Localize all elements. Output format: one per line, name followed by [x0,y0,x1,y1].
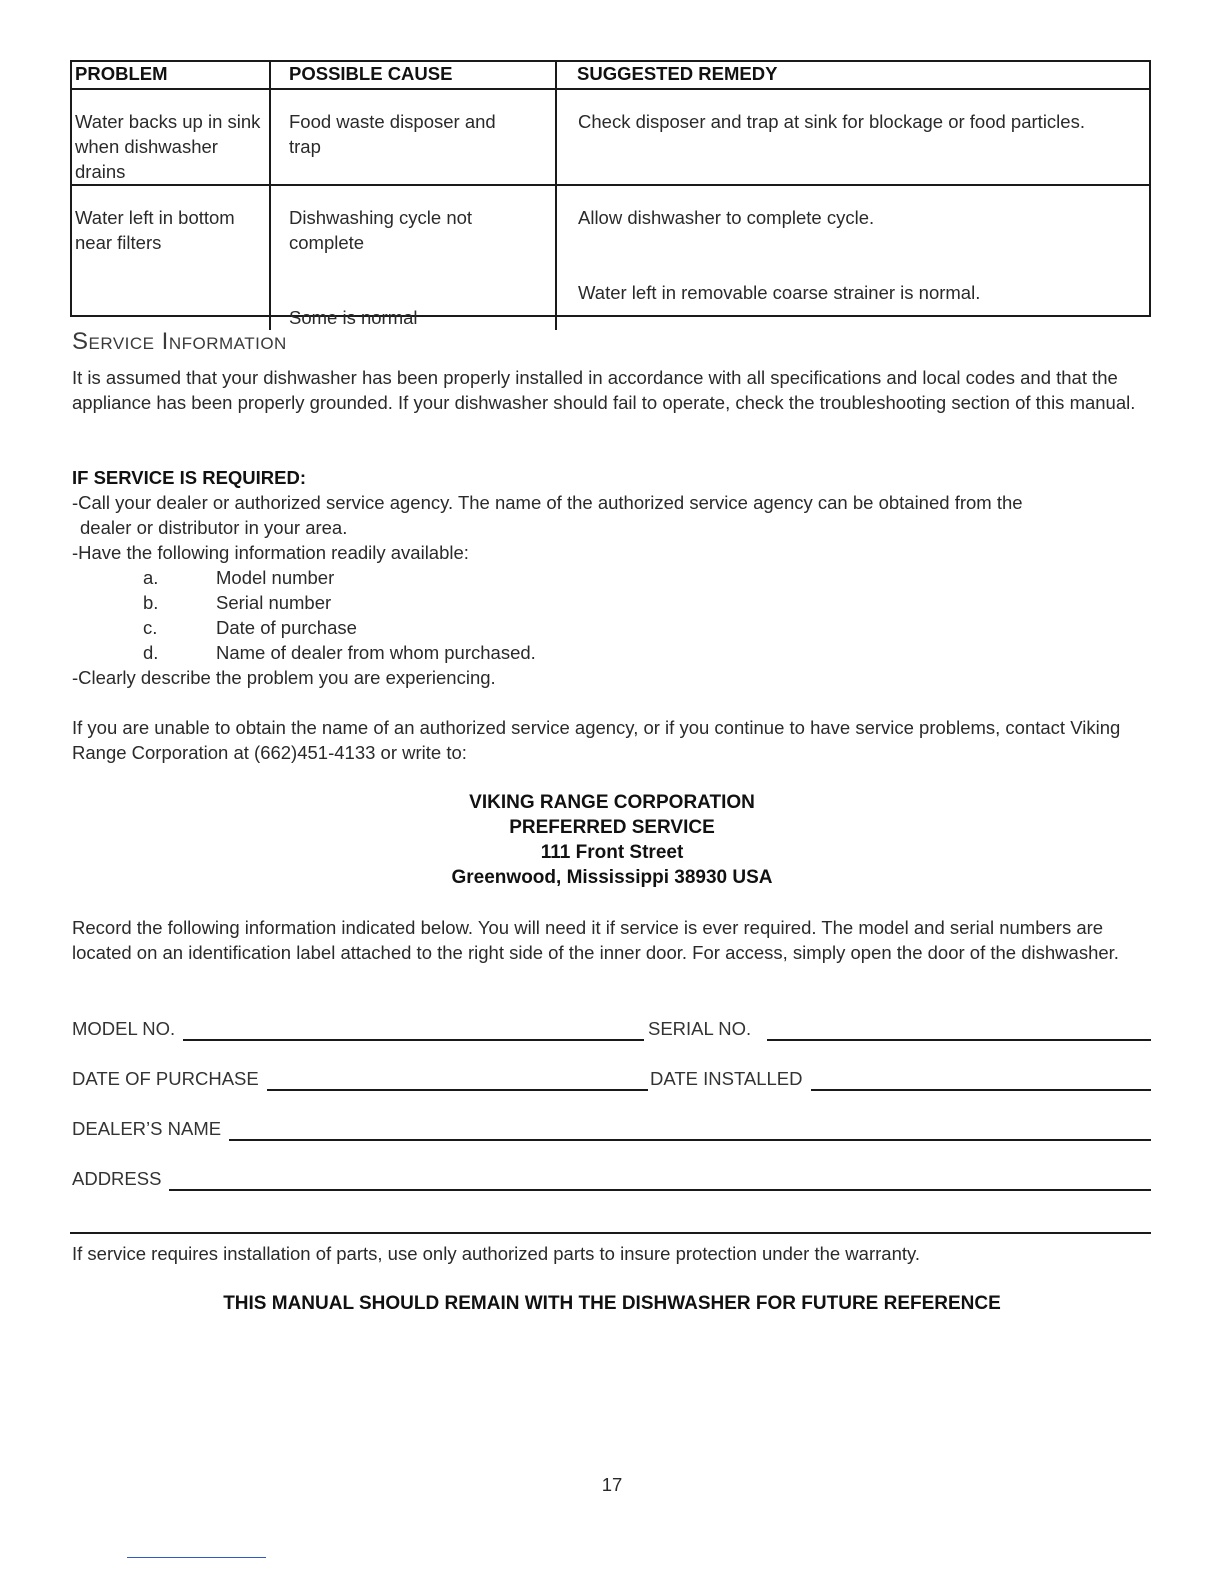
cell-remedy: Check disposer and trap at sink for blockage or food particles. [578,111,1085,132]
address-line-2: PREFERRED SERVICE [509,817,715,838]
section-title: Service Information [72,328,287,355]
address-line-1: VIKING RANGE CORPORATION [469,792,755,813]
cell-cause-2: Some is normal [289,307,418,328]
cell-cause: Food waste disposer and trap [271,90,557,184]
date-of-purchase-field[interactable] [72,1066,648,1091]
cell-remedy-2: Water left in removable coarse strainer is normal. [578,282,981,303]
page-number: 17 [601,1474,623,1495]
serial-no-line[interactable] [767,1023,1151,1041]
info-list [143,565,536,665]
dealer-name-label: DEALER’S NAME [72,1118,222,1139]
table-header [72,62,1149,90]
divider [70,1232,1151,1234]
date-installed-label: DATE INSTALLED [650,1068,803,1089]
list-text: Serial number [216,592,332,613]
call-dealer-text: -Call your dealer or authorized service agency. The name of the authorized service agency can be obtained from the [72,492,1023,513]
list-item [143,565,536,590]
table-row [72,90,1149,186]
footer-bold-note: THIS MANUAL SHOULD REMAIN WITH THE DISHWASHER FOR FUTURE REFERENCE [223,1293,1001,1314]
bottom-divider [127,1557,266,1558]
list-marker: c. [143,617,158,638]
date-of-purchase-line[interactable] [267,1073,648,1091]
model-no-field[interactable] [72,1016,644,1041]
serial-no-label: SERIAL NO. [648,1018,752,1039]
address-label: ADDRESS [72,1168,162,1189]
date-installed-field[interactable] [650,1066,1151,1091]
describe-text: -Clearly describe the problem you are experiencing. [72,667,496,688]
if-service-heading: IF SERVICE IS REQUIRED: [72,467,307,488]
record-paragraph: Record the following information indicated below. You will need it if service is ever required. The model and serial numbers are located on an identification label attached to the right side of the inner door. For access, simply open the door of the dishwasher. [72,917,1119,963]
dealer-name-field[interactable] [72,1116,1151,1141]
cell-cause [271,186,557,330]
cell-problem: Water left in bottom near filters [72,186,271,330]
list-item [143,590,536,615]
table-row [72,186,1149,328]
list-text: Name of dealer from whom purchased. [216,642,536,663]
cell-cause-1: Dishwashing cycle not complete [289,207,473,253]
address-line[interactable] [169,1173,1151,1191]
cell-problem: Water backs up in sink when dishwasher drains [72,90,271,184]
call-dealer-cont-text: dealer or distributor in your area. [80,517,348,538]
have-info-text: -Have the following information readily available: [72,542,469,563]
header-cause: POSSIBLE CAUSE [271,62,557,88]
serial-no-field[interactable] [648,1016,1151,1041]
header-remedy: SUGGESTED REMEDY [577,63,778,84]
cell-remedy [557,186,1149,330]
header-problem: PROBLEM [72,62,271,88]
list-marker: d. [143,642,159,663]
address-field[interactable] [72,1166,1151,1191]
address-line-4: Greenwood, Mississippi 38930 USA [451,867,773,888]
unable-paragraph: If you are unable to obtain the name of an authorized service agency, or if you continue to have service problems, contact Viking Range Corporation at (662)451-4133 or write to: [72,717,1121,763]
cell-remedy-1: Allow dishwasher to complete cycle. [578,207,875,228]
address-line-3: 111 Front Street [540,842,684,863]
intro-paragraph: It is assumed that your dishwasher has been properly installed in accordance with all specifications and local codes and that the appliance has been properly grounded. If your dishwasher should fail to operate, check the troubleshooting section of this manual. [72,367,1136,413]
troubleshooting-table [70,60,1151,328]
list-marker: b. [143,592,159,613]
list-item [143,615,536,640]
list-text: Date of purchase [216,617,357,638]
parts-note: If service requires installation of parts, use only authorized parts to insure protection under the warranty. [72,1243,921,1264]
model-no-line[interactable] [183,1023,644,1041]
list-item [143,640,536,665]
list-text: Model number [216,567,335,588]
date-of-purchase-label: DATE OF PURCHASE [72,1068,259,1089]
model-no-label: MODEL NO. [72,1018,176,1039]
date-installed-line[interactable] [811,1073,1152,1091]
dealer-name-line[interactable] [229,1123,1151,1141]
list-marker: a. [143,567,159,588]
